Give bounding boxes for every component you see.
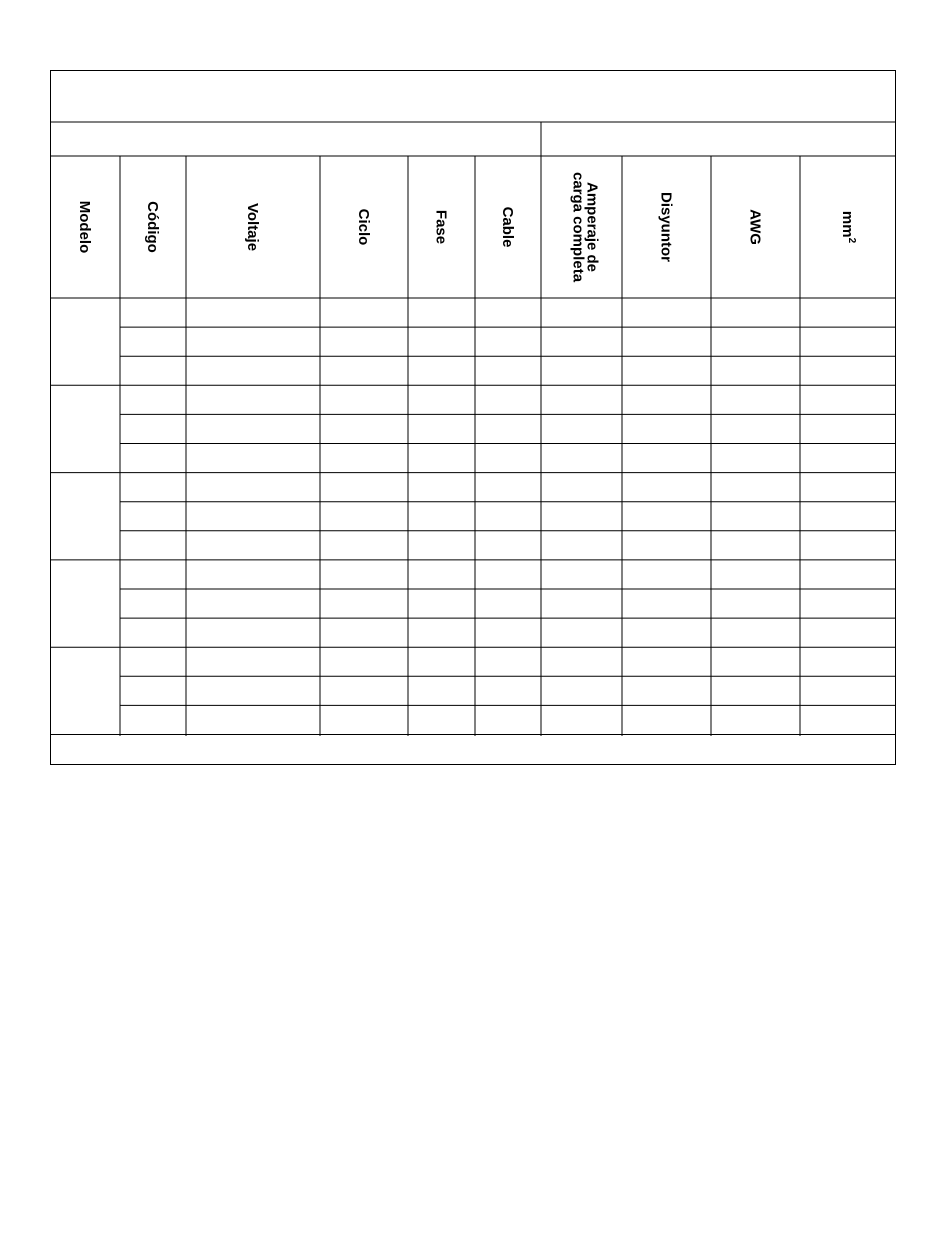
column-header-fase-label: Fase (432, 209, 450, 245)
column-header-voltaje (244, 203, 261, 251)
column-header-voltaje-label: Voltaje (244, 202, 261, 252)
column-header-awg (747, 209, 764, 245)
column-header-mm2 (839, 211, 857, 244)
unit-base: mm (839, 210, 856, 238)
column-header-fase (433, 210, 450, 244)
column-header-amperaje-line-2: carga completa (569, 171, 587, 283)
column-header-mm2-label (839, 211, 857, 244)
column-header-disyuntor-label: Disyuntor (657, 191, 675, 263)
column-header-awg-label: AWG (746, 209, 764, 245)
column-header-disyuntor (658, 192, 675, 262)
column-header-amperaje-line-1: Amperaje de (583, 181, 601, 273)
column-header-codigo-label: Código (144, 201, 161, 253)
column-header-amperaje (570, 172, 601, 283)
column-header-ciclo (355, 209, 372, 246)
column-header-ciclo-label: Ciclo (355, 208, 372, 246)
column-header-modelo (76, 201, 93, 254)
unit-superscript: 2 (846, 237, 857, 244)
table-border (51, 71, 896, 765)
column-header-cable (499, 207, 516, 248)
column-header-codigo (144, 201, 161, 253)
column-header-cable-label: Cable (499, 206, 516, 248)
column-header-modelo-label: Modelo (76, 200, 93, 254)
